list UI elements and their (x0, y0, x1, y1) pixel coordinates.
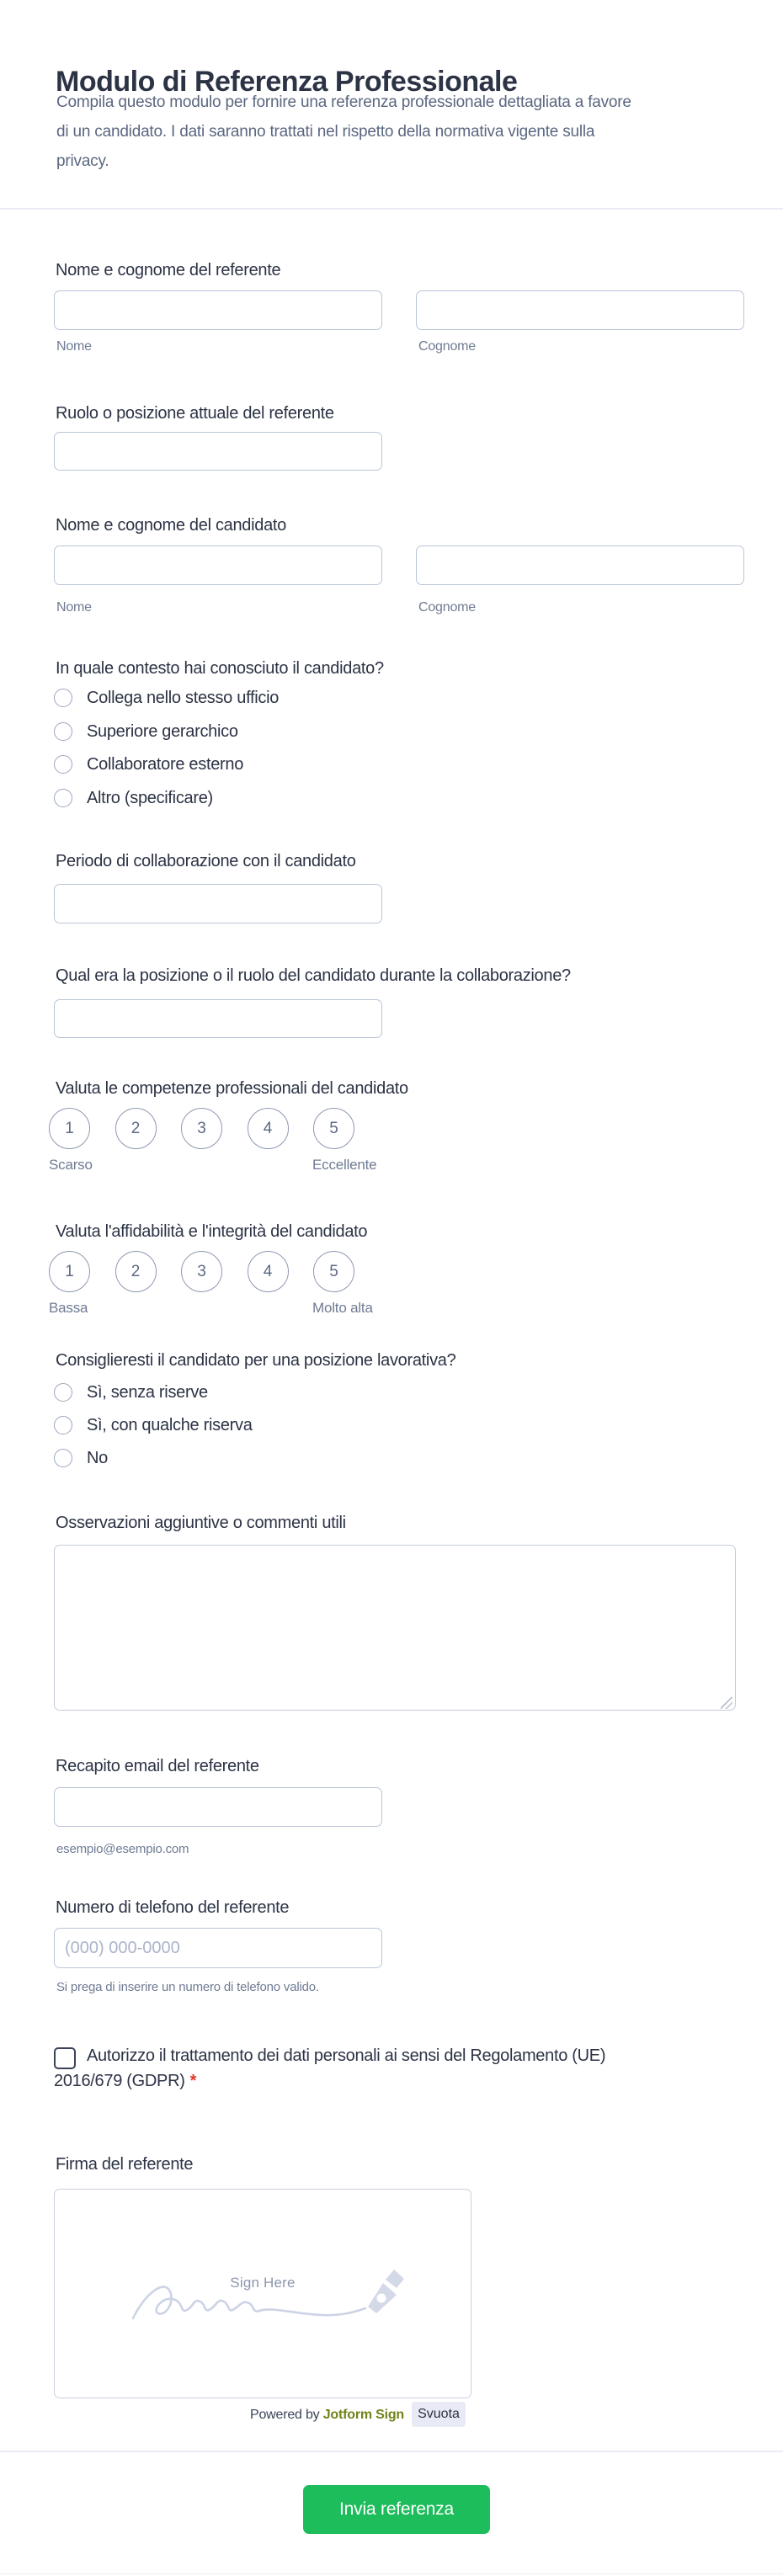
recommend-option-label: Sì, senza riserve (87, 1382, 208, 1402)
rating-circle-4[interactable]: 4 (248, 1251, 289, 1292)
phone-help-text: Si prega di inserire un numero di telefono valido. (56, 1980, 319, 1994)
collaboration-period-label: Periodo di collaborazione con il candidato (56, 852, 356, 870)
candidate-name-label: Nome e cognome del candidato (56, 516, 287, 535)
candidate-last-name-input[interactable] (416, 546, 744, 585)
candidate-first-name-sublabel: Nome (56, 600, 92, 615)
rating-circle-4[interactable]: 4 (248, 1108, 289, 1149)
context-option-row[interactable] (54, 687, 279, 709)
radio-icon[interactable] (54, 1416, 72, 1434)
integrity-rating-min-label: Bassa (49, 1300, 88, 1316)
referent-name-label: Nome e cognome del referente (56, 261, 281, 279)
candidate-last-name-sublabel: Cognome (418, 600, 476, 615)
referent-role-label: Ruolo o posizione attuale del referente (56, 404, 334, 423)
referent-first-name-input[interactable] (54, 290, 382, 330)
comments-textarea[interactable] (54, 1545, 736, 1711)
rating-circle-5[interactable]: 5 (313, 1251, 354, 1292)
recommend-option-label: No (87, 1448, 108, 1467)
clear-signature-button[interactable]: Svuota (412, 2402, 466, 2427)
recommend-option-row[interactable] (54, 1447, 108, 1469)
rating-circle-5[interactable]: 5 (313, 1108, 354, 1149)
context-option-label: Superiore gerarchico (87, 721, 238, 741)
recommend-option-row[interactable] (54, 1381, 208, 1403)
rating-circle-3[interactable]: 3 (181, 1108, 222, 1149)
context-option-row[interactable] (54, 753, 243, 775)
skills-rating-scale (49, 1108, 354, 1149)
jotform-sign-brand: Jotform Sign (322, 2408, 404, 2422)
comments-label: Osservazioni aggiuntive o commenti utili (56, 1514, 346, 1532)
email-label: Recapito email del referente (56, 1757, 259, 1775)
rating-circle-2[interactable]: 2 (115, 1108, 157, 1149)
radio-icon[interactable] (54, 722, 72, 741)
radio-icon[interactable] (54, 1449, 72, 1467)
email-input[interactable] (54, 1787, 382, 1827)
rating-circle-2[interactable]: 2 (115, 1251, 157, 1292)
referent-role-input[interactable] (54, 432, 382, 471)
email-sublabel: esempio@esempio.com (56, 1842, 189, 1856)
page-title: Modulo di Referenza Professionale (56, 65, 518, 98)
radio-icon[interactable] (54, 755, 72, 774)
context-question-label: In quale contesto hai conosciuto il candidato? (56, 659, 384, 678)
textarea-resize-handle[interactable] (721, 1697, 732, 1709)
page-subtitle-line: Compila questo modulo per fornire una referenza professionale dettagliata a favore (56, 93, 631, 111)
phone-input[interactable] (54, 1928, 382, 1968)
recommend-option-row[interactable] (54, 1414, 253, 1436)
collaboration-period-input[interactable] (54, 884, 382, 923)
integrity-rating-max-label: Molto alta (312, 1300, 373, 1316)
skills-rating-min-label: Scarso (49, 1157, 93, 1173)
context-option-label: Collaboratore esterno (87, 754, 244, 774)
integrity-rating-scale (49, 1251, 354, 1292)
referent-last-name-input[interactable] (416, 290, 744, 330)
context-option-row[interactable] (54, 721, 238, 742)
powered-by-text: Powered by (249, 2408, 320, 2422)
referent-first-name-sublabel: Nome (56, 339, 92, 354)
gdpr-consent-text-line2 (54, 2072, 196, 2091)
gdpr-consent-checkbox[interactable] (54, 2047, 76, 2069)
skills-rating-label: Valuta le competenze professionali del candidato (56, 1079, 408, 1098)
context-option-label: Collega nello stesso ufficio (87, 688, 280, 707)
signature-squiggle-icon (126, 2263, 404, 2334)
recommend-option-label: Sì, con qualche riserva (87, 1415, 253, 1434)
rating-circle-1[interactable]: 1 (49, 1108, 90, 1149)
gdpr-consent-text-line1: Autorizzo il trattamento dei dati personali ai sensi del Regolamento (UE) (87, 2046, 606, 2065)
required-asterisk: * (189, 2072, 197, 2090)
context-option-label: Altro (specificare) (87, 788, 213, 807)
referent-last-name-sublabel: Cognome (418, 339, 476, 354)
gdpr-consent-text: 2016/679 (GDPR) (54, 2072, 185, 2090)
sign-here-hint: Sign Here (230, 2275, 296, 2291)
candidate-first-name-input[interactable] (54, 546, 382, 585)
phone-label: Numero di telefono del referente (56, 1898, 290, 1917)
rating-circle-3[interactable]: 3 (181, 1251, 222, 1292)
page-subtitle-line: di un candidato. I dati saranno trattati nel rispetto della normativa vigente sulla (56, 123, 595, 141)
page-subtitle-line: privacy. (56, 152, 109, 170)
powered-by-caption (54, 2408, 404, 2423)
candidate-role-label: Qual era la posizione o il ruolo del candidato durante la collaborazione? (56, 966, 571, 985)
header-divider (0, 208, 783, 210)
radio-icon[interactable] (54, 689, 72, 707)
page-bottom-edge (0, 2573, 783, 2574)
integrity-rating-label: Valuta l'affidabilità e l'integrità del candidato (56, 1222, 368, 1241)
skills-rating-max-label: Eccellente (312, 1157, 377, 1173)
radio-icon[interactable] (54, 1383, 72, 1402)
signature-label: Firma del referente (56, 2155, 194, 2174)
submit-button[interactable]: Invia referenza (303, 2485, 490, 2534)
rating-circle-1[interactable]: 1 (49, 1251, 90, 1292)
radio-icon[interactable] (54, 789, 72, 807)
context-option-row[interactable] (54, 787, 213, 809)
candidate-role-input[interactable] (54, 999, 382, 1038)
footer-divider (0, 2451, 783, 2452)
recommend-question-label: Consiglieresti il candidato per una posizione lavorativa? (56, 1351, 456, 1370)
